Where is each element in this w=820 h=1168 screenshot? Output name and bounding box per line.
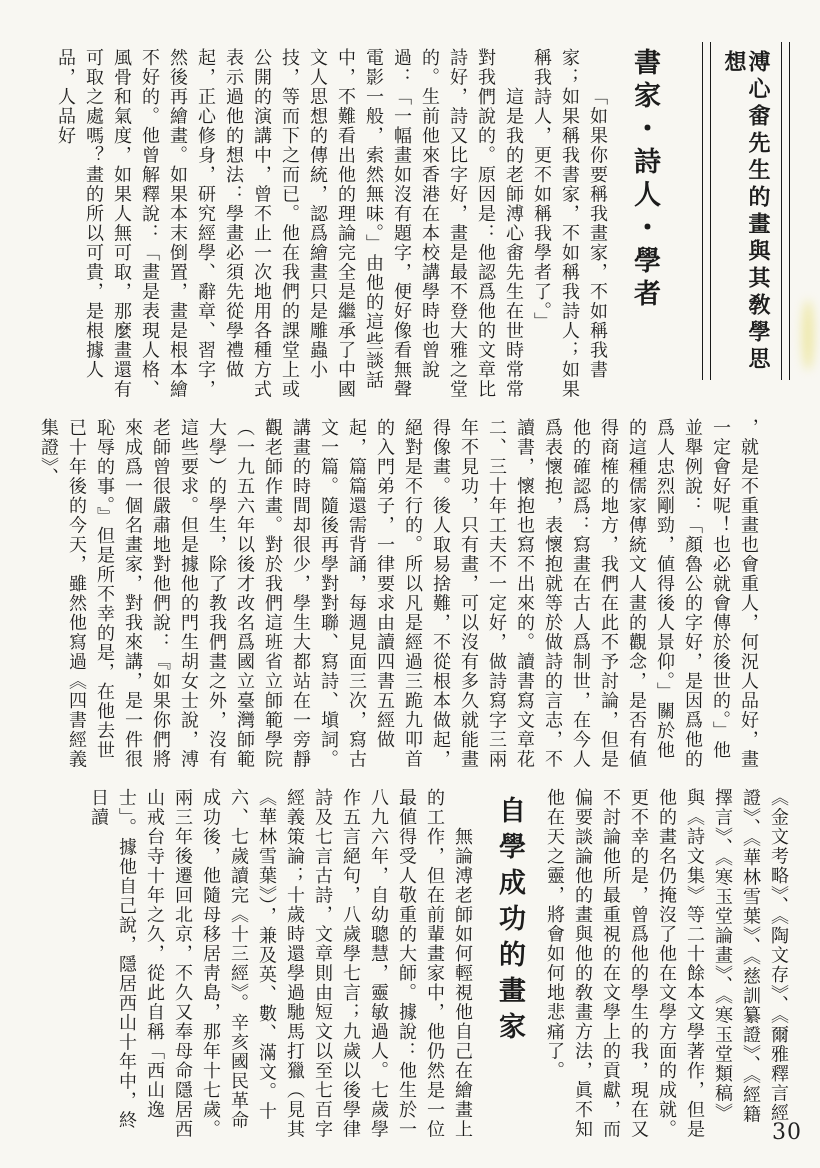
paragraph-teacher-views-part1: 這是我的老師溥心畬先生在世時常常對我們說的。原因是：他認爲他的文章比詩好，詩又比字好，畫是最不登大雅之堂的。生前他來香港在本校講學時也曾說過：「一幅畫如沒有題字，便好像看無聲電影一般，索然無味。」由他的這些談話中，不難看出他的理論完全是繼承了中國文人思想的傳統，認爲繪畫只是雕蟲小技，等而下之而已。他在我們的課堂上或公開的演講中，曾不止一次地用各種方式表示過他的想法：學畫必須先從學禮做起，正心修身，研究經學、辭章、習字，然後再繪畫。如果本末倒置，畫是根本繪不好的。他曾解釋說：「畫是表現人格、風骨和氣度，如果人無可取，那麼畫還有可取之處嗎？畫的所以可貴，是根據人品，人品好 <box>55 48 524 399</box>
section-heading-self-taught-painter: 自學成功的畫家 <box>494 796 525 1048</box>
article-masthead <box>702 42 790 380</box>
paragraph-teacher-views-part3: 《金文考略》、《陶文存》、《爾雅釋言經證》、《華林雪葉》、《慈訓纂證》、《經籍擇言》、《寒玉堂論畫》、《寒玉堂類稿》與《詩文集》等二十餘本文學著作，但是他的畫名仍掩沒了他在文學方面的成就。更不幸的是，曾爲他的學生的我，現在又不討論他所最重視的在文學上的貢獻，而偏要談論他的畫與他的敎畫方法，眞不知他在天之靈，將會如何地悲痛了。 <box>544 788 789 1139</box>
text-band-top <box>30 48 675 400</box>
paragraph-self-taught-painter: 無論溥老師如何輕視他自己在繪畫上的工作，但在前輩畫家中，他仍然是一位最値得受人敬重的大師。據說：他生於一八九六年，自幼聰慧，靈敏過人。七歲學作五言絕句，八歲學七言；九歲以後學律詩及七言古詩，文章則由短文以至七百字經義策論；十歲時還學過馳馬打獵（見其《華林雪葉》），兼及英、數、滿文。十六、七歲讀完《十三經》。辛亥國民革命成功後，他隨母移居靑島，那年十七歲。兩三年後遷回北京，不久又奉母命隱居西山戒台寺十年之久，從此自稱「西山逸士」。據他自己說，隱居西山十年中，終日讀 <box>88 788 473 1139</box>
paragraph-opening-quote: 「如果你要稱我畫家，不如稱我書家；如果稱我書家，不如稱我詩人；如果稱我詩人，更不如稱我學者了。」 <box>531 48 608 399</box>
text-band-bottom <box>27 788 792 1140</box>
page-number: 30 <box>772 1120 802 1145</box>
article-title: 溥心畬先生的畫與其敎學思想 <box>721 50 771 374</box>
section-heading-calligrapher-poet-scholar: 書家・詩人・學者 <box>629 48 660 312</box>
article-masthead-inner <box>710 42 782 380</box>
text-band-middle <box>27 418 762 770</box>
paragraph-teacher-views-part2: ，就是不重畫也會重人，何況人品好，畫一定會好呢！也必就會傳於後世的。」他並舉例說：「顏魯公的字好，是因爲他的爲人忠烈剛勁，値得後人景仰。」關於他的這種儒家傳統文人畫的觀念，是否有値得商榷的地方，我們在此不予討論，但是他的確認爲：寫畫在古人爲制世，在今人爲表懷抱，表懷抱就等於做詩的言志，不讀書，懷抱也寫不出來的。讀書寫文章花二、三十年工夫不一定好，做詩寫字三兩年不見功，只有畫，可以沒有多久就能畫得像畫。後人取易捨難，不從根本做起，絕對是不行的。所以凡是經過三跪九叩首的入門弟子，一律要求由讀四書五經做起，篇篇還需背誦，每週見面三次，寫古文一篇。隨後再學對對聯、寫詩、塡詞。講畫的時間却很少，學生大都站在一旁靜觀老師作畫。對於我們這班省立師範學院（一九五六年以後才改名爲國立臺灣師範大學）的學生，除了教我們畫之外，沒有這些要求。但是據他的門生胡女士說，溥老師曾很嚴肅地對他們說：『如果你們將來成爲一個名畫家，對我來講，是一件很恥辱的事。』但是所不幸的是，在他去世已十年後的今天，雖然他寫過《四書經義集證》、 <box>38 418 759 769</box>
scan-smudge <box>802 300 814 370</box>
